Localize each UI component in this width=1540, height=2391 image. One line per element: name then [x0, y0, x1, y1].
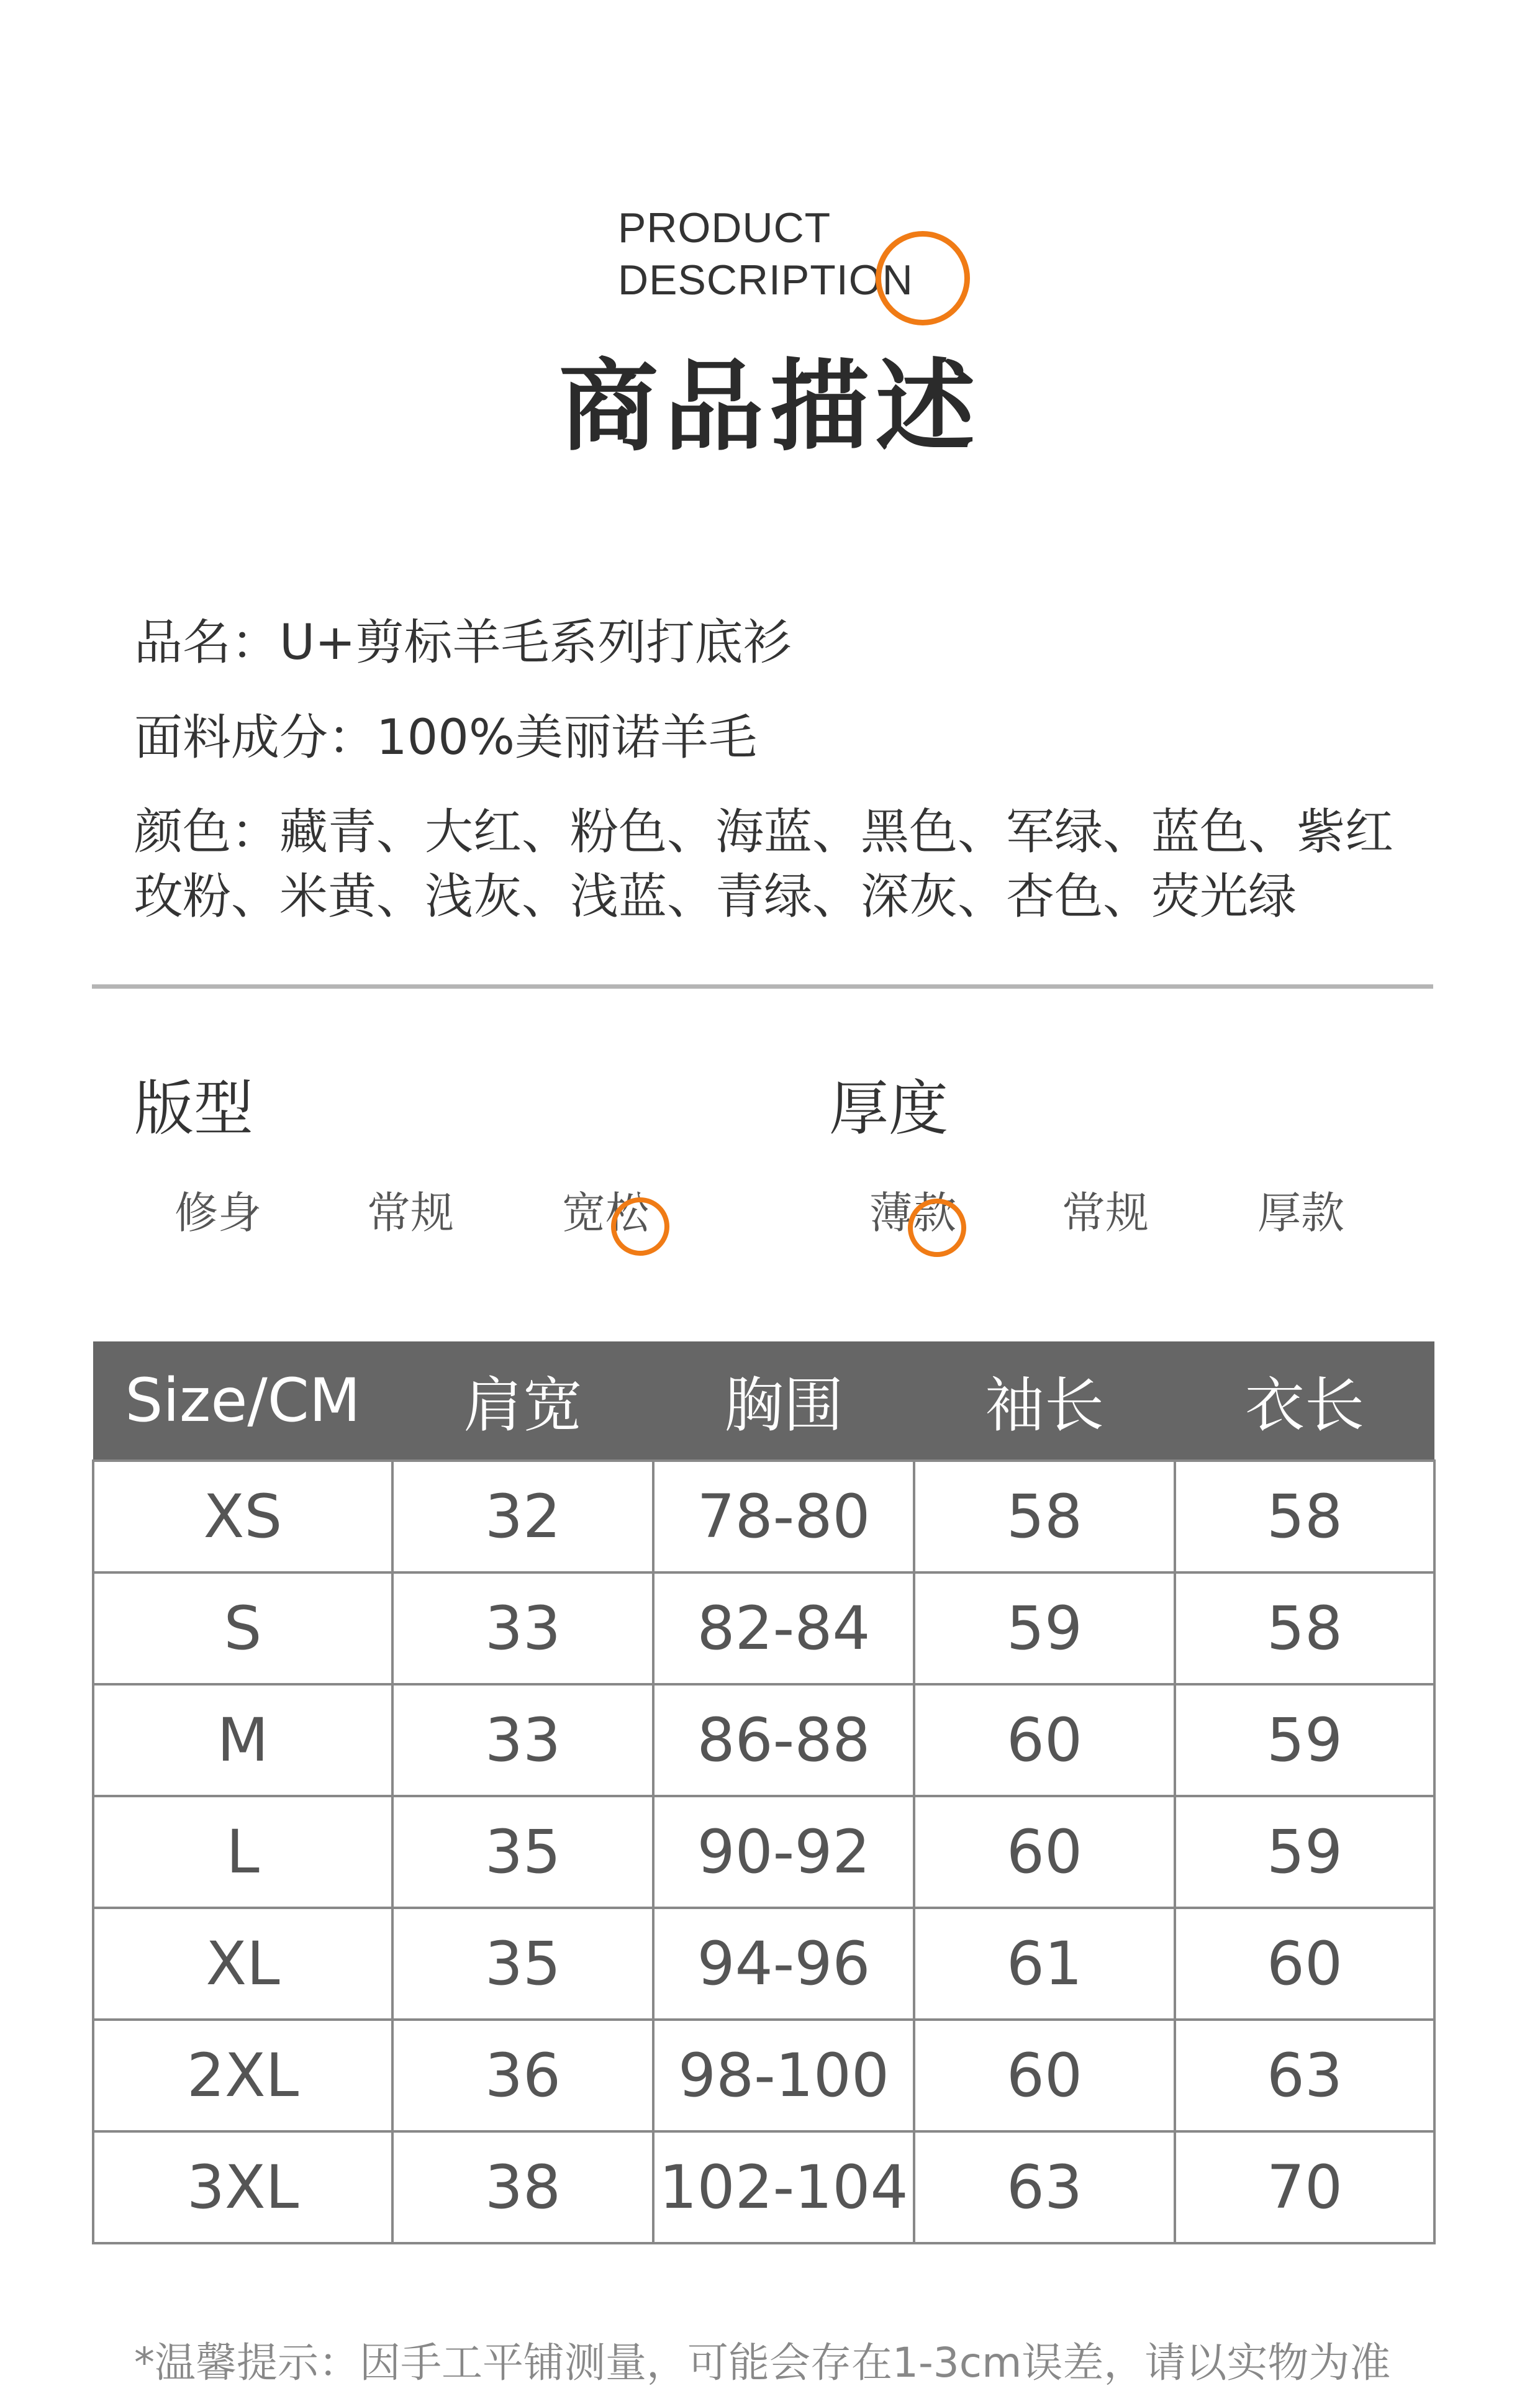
cell-shoulder: 32 — [392, 1461, 653, 1572]
fit-option-slim: 修身 — [174, 1187, 261, 1238]
cell-chest: 102-104 — [653, 2131, 914, 2243]
header-length: 衣长 — [1175, 1341, 1434, 1461]
thickness-option-thick: 厚款 — [1257, 1187, 1344, 1238]
cell-sleeve: 60 — [914, 2020, 1175, 2131]
table-row — [93, 2020, 1434, 2131]
cell-chest: 86-88 — [653, 1684, 914, 1796]
page-title: 商品描述 — [558, 348, 981, 465]
section-divider — [92, 984, 1433, 989]
cell-size: XS — [93, 1461, 392, 1572]
cell-length: 63 — [1175, 2020, 1434, 2131]
table-row — [93, 1461, 1434, 1572]
header-size: Size/CM — [93, 1341, 392, 1461]
cell-shoulder: 35 — [392, 1908, 653, 2020]
cell-length: 59 — [1175, 1796, 1434, 1908]
cell-length: 70 — [1175, 2131, 1434, 2243]
table-row — [93, 1684, 1434, 1796]
accent-ring-icon — [876, 231, 970, 325]
cell-length: 59 — [1175, 1684, 1434, 1796]
cell-sleeve: 59 — [914, 1572, 1175, 1684]
fit-heading: 版型 — [134, 1074, 253, 1143]
cell-length: 58 — [1175, 1572, 1434, 1684]
table-row — [93, 1796, 1434, 1908]
cell-sleeve: 60 — [914, 1684, 1175, 1796]
cell-chest: 90-92 — [653, 1796, 914, 1908]
thickness-option-thin: 薄款 — [869, 1187, 956, 1238]
fit-selected-ring-icon — [611, 1197, 669, 1256]
color-list — [134, 800, 1393, 929]
cell-sleeve: 58 — [914, 1461, 1175, 1572]
header-chest: 胸围 — [653, 1341, 914, 1461]
color-list-line1: 颜色：藏青、大红、粉色、海蓝、黑色、军绿、蓝色、紫红 — [134, 804, 1394, 860]
cell-length: 58 — [1175, 1461, 1434, 1572]
table-row — [93, 1908, 1434, 2020]
cell-shoulder: 33 — [392, 1684, 653, 1796]
cell-shoulder: 36 — [392, 2020, 653, 2131]
cell-sleeve: 63 — [914, 2131, 1175, 2243]
product-name: 品名：U+剪标羊毛系列打底衫 — [134, 615, 792, 671]
cell-chest: 78-80 — [653, 1461, 914, 1572]
cell-sleeve: 60 — [914, 1796, 1175, 1908]
thickness-option-regular: 常规 — [1062, 1187, 1149, 1238]
size-table — [92, 1341, 1436, 2244]
cell-chest: 98-100 — [653, 2020, 914, 2131]
measurement-note: *温馨提示：因手工平铺测量，可能会存在1-3cm误差，请以实物为准 — [134, 2339, 1391, 2387]
fabric-composition: 面料成分：100%美丽诺羊毛 — [134, 710, 757, 766]
english-title — [618, 202, 913, 306]
cell-size: 2XL — [93, 2020, 392, 2131]
table-header-row — [93, 1341, 1434, 1461]
cell-sleeve: 61 — [914, 1908, 1175, 2020]
table-row — [93, 2131, 1434, 2243]
thickness-selected-ring-icon — [908, 1199, 966, 1257]
cell-shoulder: 35 — [392, 1796, 653, 1908]
english-title-line1: PRODUCT — [618, 204, 831, 252]
cell-chest: 94-96 — [653, 1908, 914, 2020]
header-sleeve: 袖长 — [914, 1341, 1175, 1461]
thickness-heading: 厚度 — [829, 1074, 948, 1143]
english-title-line2: DESCRIPTION — [618, 256, 913, 304]
cell-size: 3XL — [93, 2131, 392, 2243]
cell-chest: 82-84 — [653, 1572, 914, 1684]
cell-size: XL — [93, 1908, 392, 2020]
cell-length: 60 — [1175, 1908, 1434, 2020]
cell-shoulder: 38 — [392, 2131, 653, 2243]
color-list-line2: 玫粉、米黄、浅灰、浅蓝、青绿、深灰、杏色、荧光绿 — [134, 869, 1297, 925]
cell-size: M — [93, 1684, 392, 1796]
fit-option-regular: 常规 — [367, 1187, 454, 1238]
header-shoulder: 肩宽 — [392, 1341, 653, 1461]
fit-option-loose: 宽松 — [562, 1187, 649, 1238]
table-row — [93, 1572, 1434, 1684]
cell-size: S — [93, 1572, 392, 1684]
cell-shoulder: 33 — [392, 1572, 653, 1684]
cell-size: L — [93, 1796, 392, 1908]
